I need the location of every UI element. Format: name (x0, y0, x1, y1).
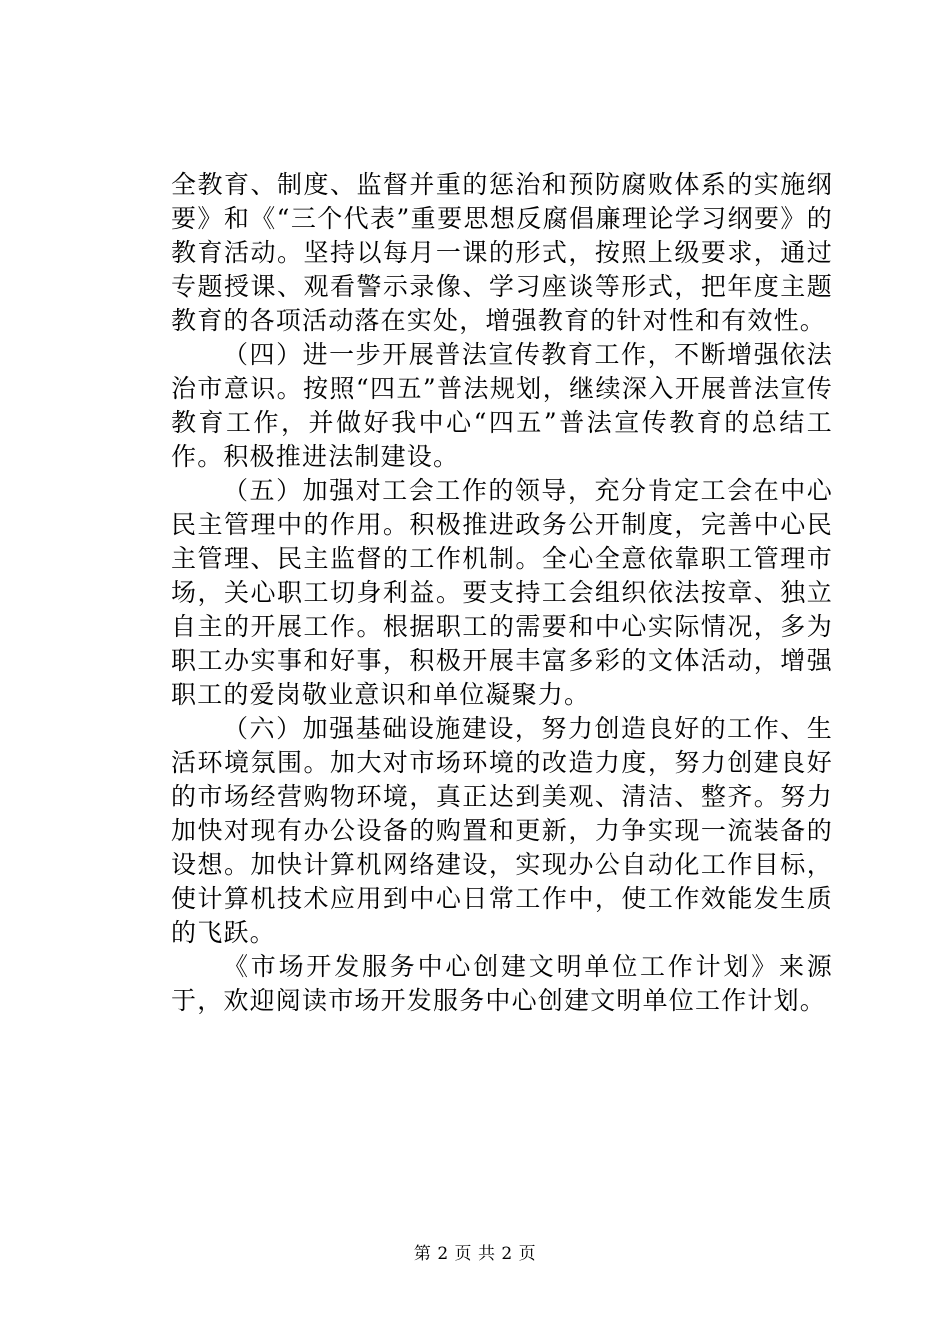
document-body (171, 168, 833, 1018)
paragraph-item-6: （六）加强基础设施建设，努力创造良好的工作、生活环境氛围。加大对市场环境的改造力度，努力创建良好的市场经营购物环境，真正达到美观、清洁、整齐。努力加快对现有办公设备的购置和更新，力争实现一流装备的设想。加快计算机网络建设，实现办公自动化工作目标，使计算机技术应用到中心日常工作中，使工作效能发生质的飞跃。 (171, 714, 833, 947)
paragraph-continuation: 全教育、制度、监督并重的惩治和预防腐败体系的实施纲要》和《“三个代表”重要思想反腐倡廉理论学习纲要》的教育活动。坚持以每月一课的形式，按照上级要求，通过专题授课、观看警示录像、学习座谈等形式，把年度主题教育的各项活动落在实处，增强教育的针对性和有效性。 (171, 170, 833, 335)
paragraph-source-note: 《市场开发服务中心创建文明单位工作计划》来源于，欢迎阅读市场开发服务中心创建文明单位工作计划。 (171, 952, 833, 1015)
page-number-footer: 第 2 页 共 2 页 (413, 1244, 537, 1264)
paragraph-item-5: （五）加强对工会工作的领导，充分肯定工会在中心民主管理中的作用。积极推进政务公开制度，完善中心民主管理、民主监督的工作机制。全心全意依靠职工管理市场，关心职工切身利益。要支持工会组织依法按章、独立自主的开展工作。根据职工的需要和中心实际情况，多为职工办实事和好事，积极开展丰富多彩的文体活动，增强职工的爱岗敬业意识和单位凝聚力。 (171, 476, 833, 709)
paragraph-item-4: （四）进一步开展普法宣传教育工作，不断增强依法治市意识。按照“四五”普法规划，继续深入开展普法宣传教育工作，并做好我中心“四五”普法宣传教育的总结工作。积极推进法制建设。 (171, 340, 833, 471)
